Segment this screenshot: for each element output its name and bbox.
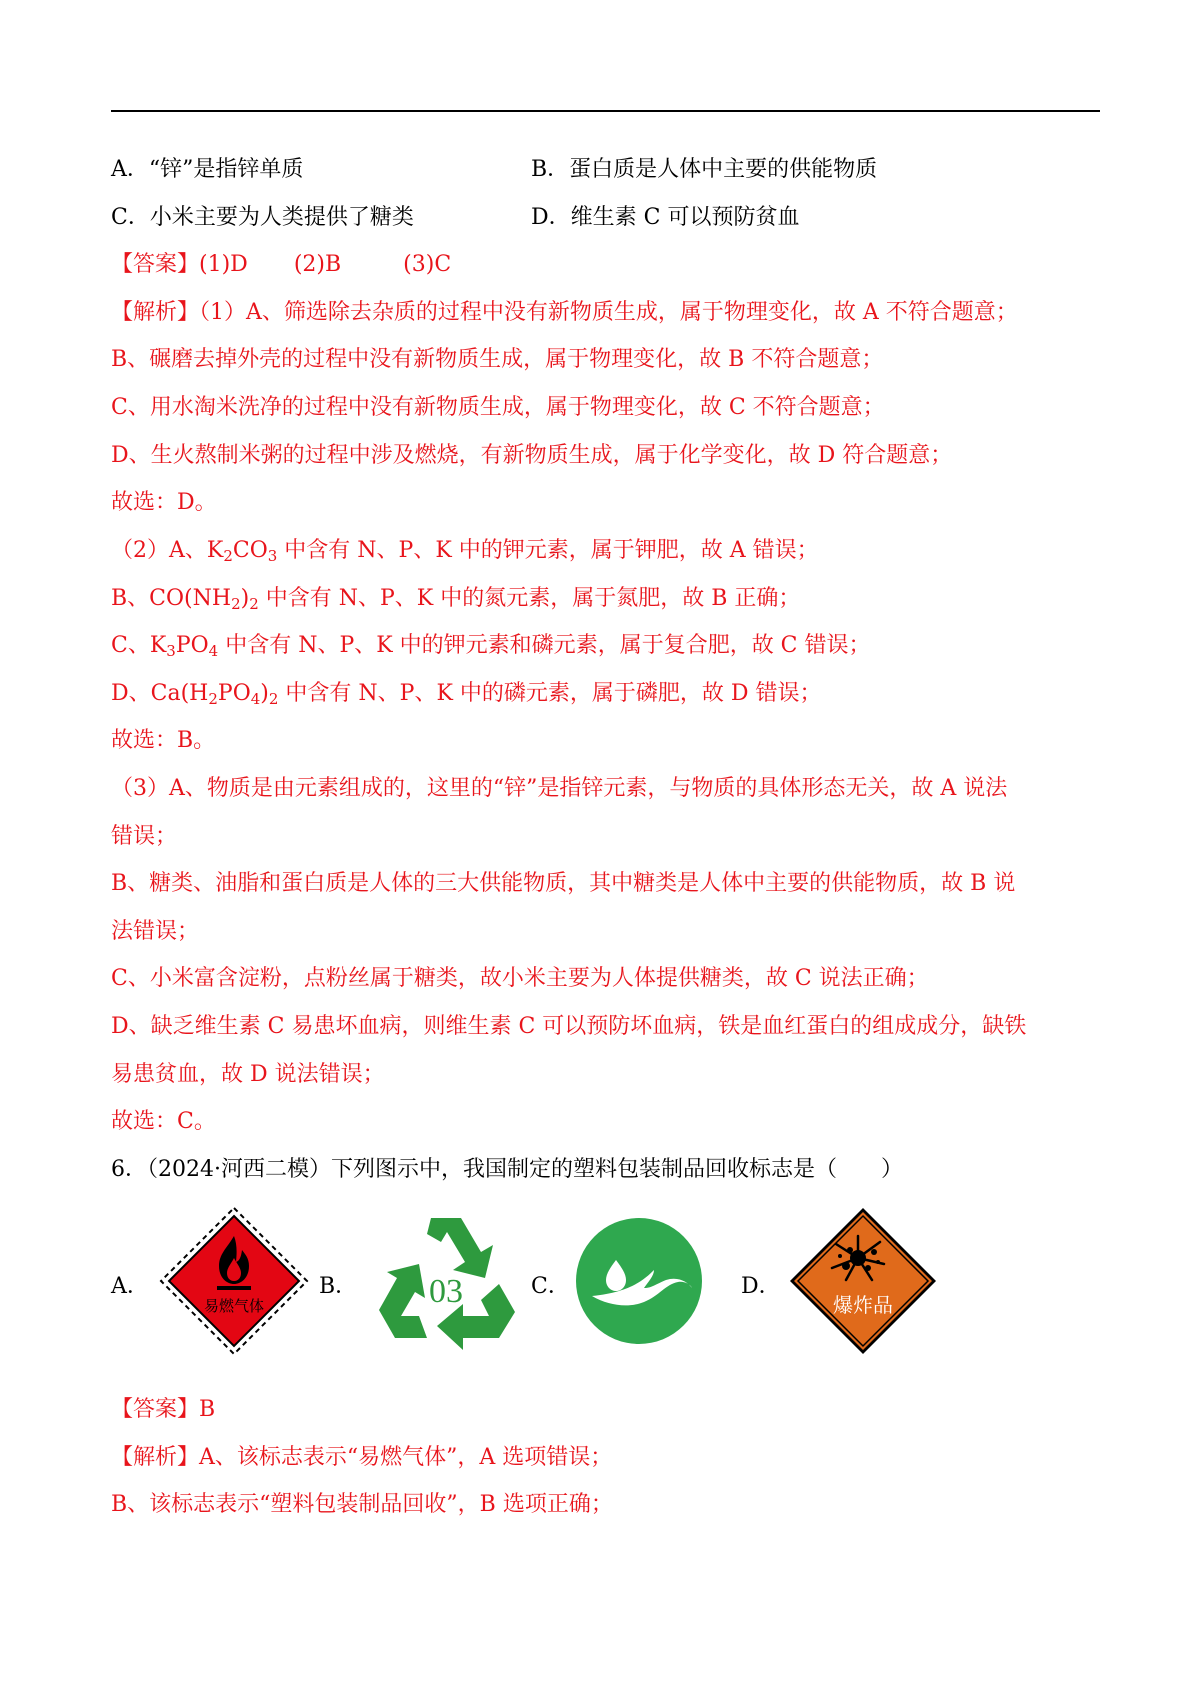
formula-part: B、CO(NH: [111, 586, 232, 611]
header-rule: [111, 110, 1100, 112]
analysis6-line-2: B、该标志表示“塑料包装制品回收”，B 选项正确；: [111, 1492, 613, 1517]
answer6-line: [111, 1395, 215, 1425]
option-c-label: C．: [531, 1274, 570, 1299]
subscript: 3: [267, 547, 278, 565]
formula-part: D、Ca(H: [111, 681, 209, 706]
answer-3: (3)C: [403, 252, 452, 277]
analysis6-text: A、该标志表示“易燃气体”，A 选项错误；: [199, 1445, 613, 1470]
analysis-line-9: [111, 679, 822, 714]
formula-part: 中含有 N、P、K 中的钾元素，属于钾肥，故 A 错误；: [277, 538, 819, 563]
option-a: A．“锌”是指锌单质: [111, 157, 304, 182]
analysis-line-5: 故选：D。: [111, 490, 217, 515]
option-b-label: B．: [319, 1274, 358, 1299]
analysis-tag: 【解析】: [111, 300, 200, 325]
analysis-text: （1）A、筛选除去杂质的过程中没有新物质生成，属于物理变化，故 A 不符合题意；: [199, 300, 1018, 325]
formula-part: 中含有 N、P、K 中的钾元素和磷元素，属于复合肥，故 C 错误；: [218, 633, 871, 658]
flammable-gas-icon: [159, 1206, 309, 1356]
subscript: 2: [223, 547, 233, 565]
recycle-code: 03: [429, 1273, 463, 1310]
analysis-line-7: [111, 584, 800, 619]
analysis6-line-1: [111, 1443, 612, 1473]
question-6-options: [111, 1206, 1011, 1366]
analysis-line-17: 易患贫血，故 D 说法错误；: [111, 1062, 385, 1087]
answer-line: [111, 250, 451, 280]
analysis-line-1: [111, 298, 1018, 328]
answer6-value: B: [199, 1397, 216, 1422]
formula-part: ): [240, 586, 250, 611]
analysis-line-2: B、碾磨去掉外壳的过程中没有新物质生成，属于物理变化，故 B 不符合题意；: [111, 347, 884, 372]
analysis-line-10: 故选：B。: [111, 728, 216, 753]
formula-part: CO: [232, 538, 268, 563]
analysis-line-8: [111, 631, 871, 666]
formula-part: PO: [175, 633, 209, 658]
formula-part: C、K: [111, 633, 167, 658]
subscript: 2: [231, 595, 241, 613]
analysis-line-18: 故选：C。: [111, 1109, 216, 1134]
option-d-label: D．: [741, 1274, 781, 1299]
formula-part: （2）A、K: [111, 538, 224, 563]
subscript: 2: [249, 595, 259, 613]
answer-1: (1)D: [199, 252, 248, 277]
analysis-line-12: 错误；: [111, 824, 178, 849]
answer-tag: 【答案】: [111, 252, 200, 277]
option-b: B．蛋白质是人体中主要的供能物质: [531, 157, 878, 182]
analysis-line-3: C、用水淘米洗净的过程中没有新物质生成，属于物理变化，故 C 不符合题意；: [111, 395, 885, 420]
analysis-line-6: [111, 536, 819, 571]
answer-2: (2)B: [293, 252, 342, 277]
subscript: 3: [166, 642, 176, 660]
explosive-label: 爆炸品: [833, 1293, 893, 1317]
water-saving-icon: [574, 1216, 704, 1346]
analysis-line-14: 法错误；: [111, 919, 200, 944]
analysis-line-15: C、小米富含淀粉，点粉丝属于糖类，故小米主要为人体提供糖类，故 C 说法正确；: [111, 966, 929, 991]
option-a-label: A．: [111, 1274, 149, 1299]
formula-part: PO: [217, 681, 251, 706]
flammable-gas-label: 易燃气体: [203, 1297, 265, 1315]
formula-part: ): [260, 681, 269, 706]
subscript: 4: [250, 690, 261, 708]
analysis-line-13: B、糖类、油脂和蛋白质是人体的三大供能物质，其中糖类是人体中主要的供能物质，故 B 说: [111, 871, 1016, 896]
analysis-line-11: （3）A、物质是由元素组成的，这里的“锌”是指锌元素，与物质的具体形态无关，故 A 说法: [111, 776, 1008, 801]
analysis-line-16: D、缺乏维生素 C 易患坏血病，则维生素 C 可以预防坏血病，铁是血红蛋白的组成成分，缺铁: [111, 1014, 1027, 1039]
analysis-line-4: D、生火熬制米粥的过程中涉及燃烧，有新物质生成，属于化学变化，故 D 符合题意；: [111, 443, 953, 468]
answer6-tag: 【答案】: [111, 1397, 200, 1422]
explosive-icon: [788, 1206, 938, 1356]
recycle-icon: [371, 1210, 521, 1350]
subscript: 2: [208, 690, 218, 708]
question-6: 6．（2024·河西二模）下列图示中，我国制定的塑料包装制品回收标志是（ ）: [111, 1157, 903, 1182]
option-d: D．维生素 C 可以预防贫血: [531, 205, 800, 230]
subscript: 4: [208, 642, 219, 660]
analysis6-tag: 【解析】: [111, 1445, 200, 1470]
formula-part: 中含有 N、P、K 中的氮元素，属于氮肥，故 B 正确；: [258, 586, 801, 611]
formula-part: 中含有 N、P、K 中的磷元素，属于磷肥，故 D 错误；: [278, 681, 822, 706]
subscript: 2: [268, 690, 279, 708]
option-c: C．小米主要为人类提供了糖类: [111, 205, 414, 230]
